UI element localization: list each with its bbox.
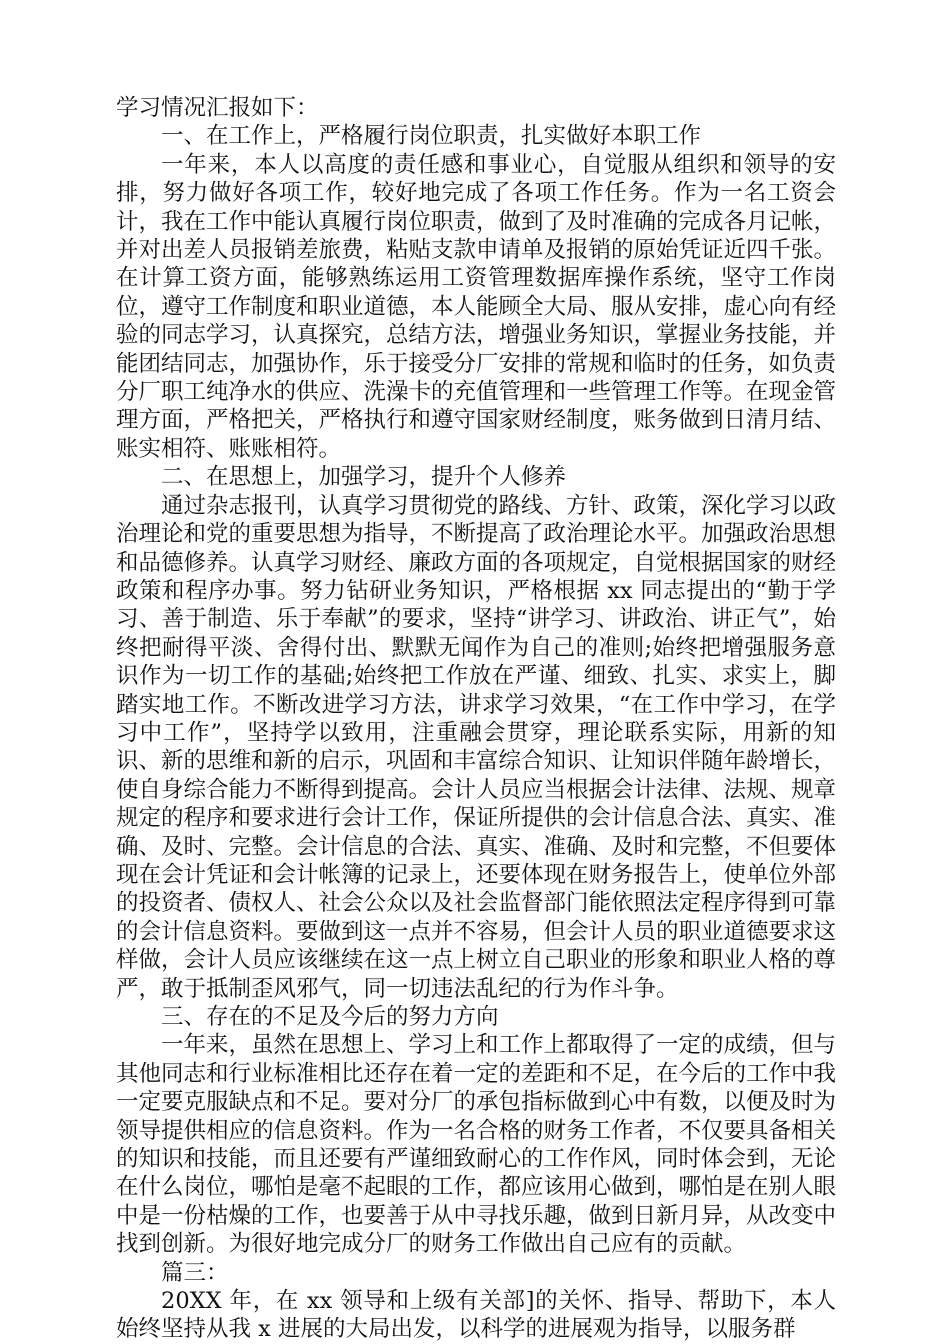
- section-1-body: 一年来，本人以高度的责任感和事业心，自觉服从组织和领导的安排，努力做好各项工作，较好地完成了各项工作任务。作为一名工资会计，我在工作中能认真履行岗位职责，做到了及时准确的完成各月记帐，并对出差人员报销差旅费，粘贴支款申请单及报销的原始凭证近四千张。在计算工资方面，能够熟练运用工资管理数据库操作系统，坚守工作岗位，遵守工作制度和职业道德，本人能顾全大局、服从安排，虚心向有经验的同志学习，认真探究，总结方法，增强业务知识，掌握业务技能，并能团结同志，加强协作，乐于接受分厂安排的常规和临时的任务，如负责分厂职工纯净水的供应、洗澡卡的充值管理和一些管理工作等。在现金管理方面，严格把关，严格执行和遵守国家财经制度，账务做到日清月结、账实相符、账账相符。: [116, 151, 837, 462]
- section-2-heading: 二、在思想上，加强学习，提升个人修养: [161, 464, 567, 491]
- document-page: [116, 94, 836, 1344]
- part-3-body: 20XX 年，在 xx 领导和上级有关部]的关怀、指导、帮助下，本人始终坚持从我 x 进展的大局出发，以科学的进展观为指导，以服务群: [116, 1288, 836, 1343]
- section-3-body: 一年来，虽然在思想上、学习上和工作上都取得了一定的成绩，但与其他同志和行业标准相比还存在着一定的差距和不足，在今后的工作中我一定要克服缺点和不足。要对分厂的承包指标做到心中有数，以便及时为领导提供相应的信息资料。作为一名合格的财务工作者，不仅要具备相关的知识和技能，而且还要有严谨细致耐心的工作作风，同时体会到，无论在什么岗位，哪怕是毫不起眼的工作，都应该用心做到，哪怕是在别人眼中是一份枯燥的工作，也要善于从中寻找乐趣，做到日新月异，从改变中找到创新。为很好地完成分厂的财务工作做出自己应有的贡献。: [116, 1032, 837, 1258]
- section-2-body: 通过杂志报刊，认真学习贯彻党的路线、方针、政策，深化学习以政治理论和党的重要思想为指导，不断提高了政治理论水平。加强政治思想和品德修养。认真学习财经、廉政方面的各项规定，自觉根据国家的财经政策和程序办事。努力钻研业务知识，严格根据 xx 同志提出的“勤于学习、善于制造、乐于奉献”的要求，坚持“讲学习、讲政治、讲正气”，始终把耐得平淡、舍得付出、默默无闻作为自己的准则;始终把增强服务意识作为一切工作的基础;始终把工作放在严谨、细致、扎实、求实上，脚踏实地工作。不断改进学习方法，讲求学习效果，“在工作中学习，在学习中工作”，坚持学以致用，注重融会贯穿，理论联系实际，用新的知识、新的思维和新的启示，巩固和丰富综合知识、让知识伴随年龄增长，使自身综合能力不断得到提高。会计人员应当根据会计法律、法规、规章规定的程序和要求进行会计工作，保证所提供的会计信息合法、真实、准确、及时、完整。会计信息的合法、真实、准确、及时和完整，不但要体现在会计凭证和会计帐簿的记录上，还要体现在财务报告上，使单位外部的投资者、债权人、社会公众以及社会监督部门能依照法定程序得到可靠的会计信息资料。要做到这一点并不容易，但会计人员的职业道德要求这样做，会计人员应该继续在这一点上树立自己职业的形象和职业人格的尊严，敢于抵制歪风邪气，同一切违法乱纪的行为作斗争。: [116, 492, 837, 1002]
- intro-line: 学习情况汇报如下：: [116, 95, 319, 121]
- section-1-heading: 一、在工作上，严格履行岗位职责，扎实做好本职工作: [161, 123, 702, 150]
- part-3-label: 篇三：: [161, 1259, 229, 1286]
- section-3-heading: 三、存在的不足及今后的努力方向: [161, 1004, 499, 1030]
